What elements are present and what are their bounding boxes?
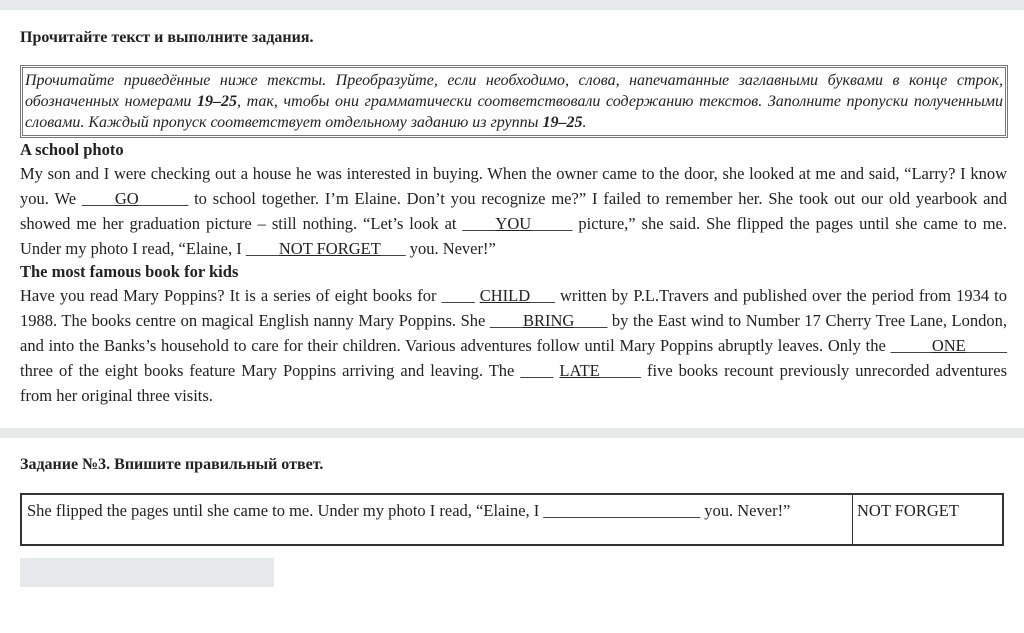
text2-paragraph (20, 283, 1007, 408)
instructions-box (20, 65, 1008, 138)
text1-heading: A school photo (20, 140, 124, 159)
instructions-text-1: Прочитайте приведённые ниже тексты. Преобразуйте, если необходимо, слова, напечатанные заглавными буквами в конце строк, обозначенных номерами (25, 72, 1003, 110)
text2-word-child: CHILD (479, 286, 531, 305)
text2-segment-3: ____ by the East wind to Number 17 Cherry Tree Lane, London, and into the Banks’s household to care for their children. Various adventures follow until Mary Poppins abruptly leaves. Only the _____ (20, 311, 1007, 355)
text1-segment-2: ______ to school together. I’m Elaine. Don’t you recognize me?” I failed to remember her. She took out our old yearbook and showed me her graduation picture – still nothing. “Let’s look at ____ (20, 189, 1008, 233)
text2-segment-2: ___ written by P.L.Travers and published over the period from 1934 to 1988. The books centre on magical English nanny Mary Poppins. She ____ (20, 286, 1007, 330)
text2-segment-1: Have you read Mary Poppins? It is a series of eight books for ____ (20, 286, 480, 305)
task-answer: NOT FORGET (857, 501, 959, 520)
reading-content (20, 139, 1007, 408)
text2-word-late: LATE (559, 361, 600, 380)
text2-word-bring: BRING (522, 311, 575, 330)
task-title: Задание №3. Впишите правильный ответ. (20, 456, 324, 473)
instructions-text-3: . (582, 114, 587, 131)
text1-segment-4: ___ you. Never!” (380, 239, 496, 258)
section-divider-bar (0, 428, 1024, 438)
text2-word-one: ONE (931, 336, 966, 355)
text1-word-you: YOU (495, 214, 532, 233)
text2-segment-4: _____ three of the eight books feature Mary Poppins arriving and leaving. The ____ (20, 336, 1007, 380)
text2-segment-5: _____ five books recount previously unrecorded adventures from her original three visits. (20, 361, 1008, 405)
text2-heading: The most famous book for kids (20, 262, 239, 281)
text1-word-not-forget: NOT FORGET (278, 239, 381, 258)
task-question: She flipped the pages until she came to me. Under my photo I read, “Elaine, I ___________________ you. Never!” (22, 495, 853, 544)
text1-paragraph (20, 161, 1007, 261)
page-title: Прочитайте текст и выполните задания. (20, 29, 314, 46)
answer-table (20, 493, 1004, 546)
text1-segment-3: _____ picture,” she said. She flipped the pages until she came to me. Under my photo I read, “Elaine, I ____ (20, 214, 1007, 258)
text1-segment-1: My son and I were checking out a house he was interested in buying. When the owner came to the door, she looked at me and said, “Larry? I know you. We ____ (20, 164, 1007, 208)
instructions-range-2: 19–25 (542, 114, 583, 131)
placeholder-block (20, 558, 274, 587)
instructions-range-1: 19–25 (197, 93, 238, 110)
top-divider-bar (0, 0, 1024, 10)
text1-word-go: GO (114, 189, 139, 208)
instructions-text-2: , так, чтобы они грамматически соответствовали содержанию текстов. Заполните пропуски полученными словами. Каждый пропуск соответствует отдельному заданию из группы (25, 93, 1003, 131)
